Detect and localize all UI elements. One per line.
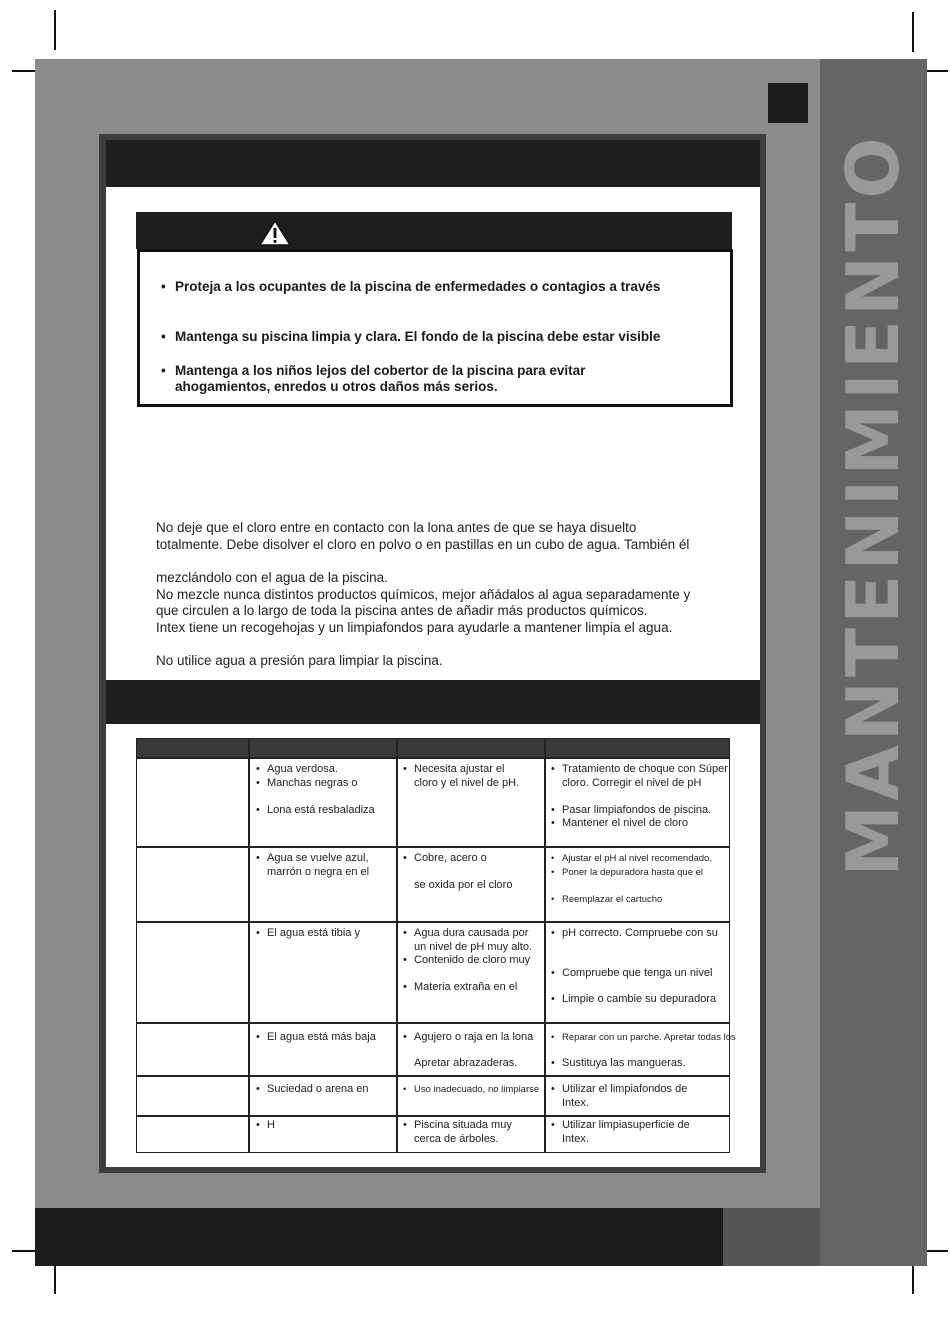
list-item-continuation: Intex. [562, 1096, 589, 1109]
list-item: • Mantener el nivel de cloro [551, 817, 688, 829]
table-divider [137, 1022, 729, 1024]
list-item-continuation: marrón o negra en el [267, 865, 370, 878]
warning-header-bar [136, 212, 732, 249]
list-item: • Tratamiento de choque con Súper [551, 763, 728, 775]
list-item-continuation: un nivel de pH muy alto. [414, 940, 533, 953]
list-item: • Manchas negras o [256, 776, 358, 789]
list-item: • Agujero o raja en la lona [403, 1031, 534, 1043]
body-text-line: mezclándolo con el agua de la piscina. [156, 570, 388, 585]
body-text-line: Intex tiene un recogehojas y un limpiafondos para ayudarle a mantener limpia el agua. [156, 620, 673, 635]
warning-item: • Mantenga su piscina limpia y clara. El fondo de la piscina debe estar visible [161, 329, 661, 344]
side-section-title: MANTENIMIENTO [831, 133, 915, 877]
list-item: • Cobre, acero o [403, 852, 487, 864]
list-item: • Reparar con un parche. Apretar todas los [551, 1032, 736, 1043]
table-divider [137, 1075, 729, 1077]
list-item: • H [256, 1119, 275, 1131]
body-text-line: que circulen a lo largo de toda la piscina antes de añadir más productos químicos. [156, 603, 648, 618]
list-item: • El agua está tibia y [256, 927, 360, 939]
list-item: • Compruebe que tenga un nivel [551, 967, 713, 979]
list-item: • Poner la depuradora hasta que el [551, 866, 704, 878]
list-item: • Agua verdosa. [256, 763, 338, 775]
table-divider [248, 739, 250, 1152]
list-item: • Pasar limpiafondos de piscina. [551, 803, 712, 816]
list-item: • pH correcto. Compruebe con su [551, 927, 718, 939]
warning-item: • Proteja a los ocupantes de la piscina de enfermedades o contagios a través [161, 279, 661, 294]
list-item-continuation: Intex. [562, 1132, 589, 1145]
list-item: • Lona está resbaladiza [256, 803, 375, 816]
list-item: • Suciedad o arena en [256, 1083, 369, 1095]
list-item-continuation: se oxida por el cloro [414, 879, 513, 891]
table-header-cell [250, 739, 396, 757]
warning-item: • Mantenga a los niños lejos del cobertor de la piscina para evitar ahogamientos, enredos u otros daños más serios. [161, 363, 586, 394]
list-item: • Piscina situada muy [403, 1119, 512, 1131]
list-item: • Limpie o cambie su depuradora [551, 993, 717, 1005]
list-item: • Materia extraña en el [403, 981, 518, 993]
list-item: • Reemplazar el cartucho [551, 893, 663, 905]
body-text-line: totalmente. Debe disolver el cloro en polvo o en pastillas en un cubo de agua. También él [156, 537, 690, 552]
crop-mark [912, 1266, 914, 1294]
list-item-continuation: cerca de árboles. [414, 1132, 499, 1145]
section-header-bar [106, 680, 760, 724]
list-item: • Agua dura causada por [403, 927, 529, 939]
body-text-line: No mezcle nunca distintos productos químicos, mejor añádalos al agua separadamente y [156, 587, 691, 602]
table-header-cell [546, 739, 729, 757]
table-divider [137, 757, 729, 759]
table-divider [137, 1115, 729, 1117]
crop-mark [54, 1266, 56, 1294]
list-item: • Utilizar limpiasuperficie de [551, 1119, 690, 1131]
body-text-line: No utilice agua a presión para limpiar la piscina. [156, 653, 443, 668]
list-item: • Utilizar el limpiafondos de [551, 1083, 688, 1095]
list-item-continuation: Apretar abrazaderas. [414, 1057, 518, 1069]
troubleshooting-table [136, 738, 736, 1153]
table-divider [396, 739, 398, 1152]
page-corner-block [768, 83, 808, 123]
section-header-bar [106, 140, 760, 187]
table-divider [544, 739, 546, 1152]
table-header-cell [398, 739, 544, 757]
table-divider [137, 846, 729, 848]
list-item: • El agua está más baja [256, 1031, 376, 1043]
footer-corner [723, 1208, 820, 1266]
list-item: • Sustituya las mangueras. [551, 1057, 686, 1069]
list-item-continuation: cloro. Corregir el nivel de pH [562, 776, 702, 789]
crop-mark [912, 12, 914, 52]
warning-triangle-icon [258, 219, 292, 247]
list-item: • Contenido de cloro muy [403, 954, 531, 966]
footer-bar [35, 1208, 723, 1266]
table-divider [137, 921, 729, 923]
list-item: • Agua se vuelve azul, [256, 852, 369, 864]
body-text-line: No deje que el cloro entre en contacto con la lona antes de que se haya disuelto [156, 520, 637, 535]
table-header-cell [137, 739, 248, 757]
list-item: • Ajustar el pH al nivel recomendado. [551, 853, 712, 864]
list-item: • Uso inadecuado, no limpiarse [403, 1084, 540, 1095]
crop-mark [54, 10, 56, 50]
list-item: • Necesita ajustar el [403, 763, 505, 775]
list-item-continuation: cloro y el nivel de pH. [414, 776, 520, 789]
